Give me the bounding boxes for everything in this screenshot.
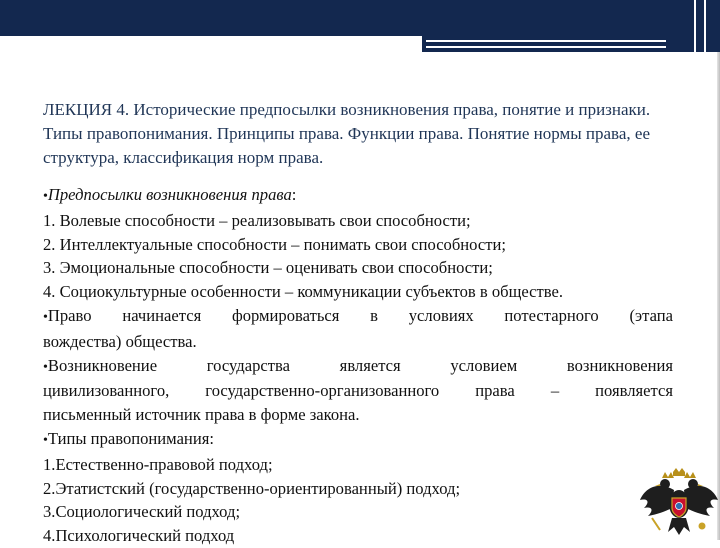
decorative-vertical-line — [694, 0, 696, 52]
decorative-vertical-line — [704, 0, 706, 52]
decorative-horizontal-line — [426, 46, 666, 48]
bullet-law-formation-line1: •Право начинается формироваться в условиях потестарного (этапа — [43, 305, 673, 325]
bullet-state-emergence-line1: •Возникновение государства является условием возникновения — [43, 355, 673, 375]
list-item: 2.Этатистский (государственно-ориентированный) подход; — [43, 478, 461, 498]
decorative-horizontal-line — [426, 40, 666, 42]
list-item: 4. Социокультурные особенности – коммуникации субъектов в обществе. — [43, 282, 564, 302]
header-bar-corner — [422, 0, 720, 52]
header-bar — [0, 0, 720, 36]
bullet-types: •Типы правопонимания: — [43, 428, 214, 448]
bullet-law-formation-line2: вождества) общества. — [43, 331, 197, 351]
double-headed-eagle-emblem-icon — [638, 468, 720, 540]
lecture-title: ЛЕКЦИЯ 4. Исторические предпосылки возникновения права, понятие и признаки. Типы правопонимания. Принципы права. Функции права. Понятие нормы права, ее структура, классификация норм права. — [43, 100, 651, 167]
bullet-state-emergence-line2: цивилизованного, государственно-организованного права – появляется — [43, 381, 673, 401]
lecture-content — [43, 183, 673, 548]
bullet-prerequisites: •Предпосылки возникновения права: — [43, 185, 297, 204]
list-item: 3. Эмоциональные способности – оценивать свои способности; — [43, 258, 493, 278]
list-item: 1.Естественно-правовой подход; — [43, 454, 273, 474]
list-item: 2. Интеллектуальные способности – понимать свои способности; — [43, 234, 506, 254]
bullet-state-emergence-line3: письменный источник права в форме закона. — [43, 405, 360, 425]
list-item: 1. Волевые способности – реализовывать свои способности; — [43, 210, 471, 230]
section-label: Предпосылки возникновения права — [47, 185, 292, 204]
list-item: 3.Социологический подход; — [43, 502, 241, 522]
list-item: 4.Психологический подход — [43, 526, 235, 546]
